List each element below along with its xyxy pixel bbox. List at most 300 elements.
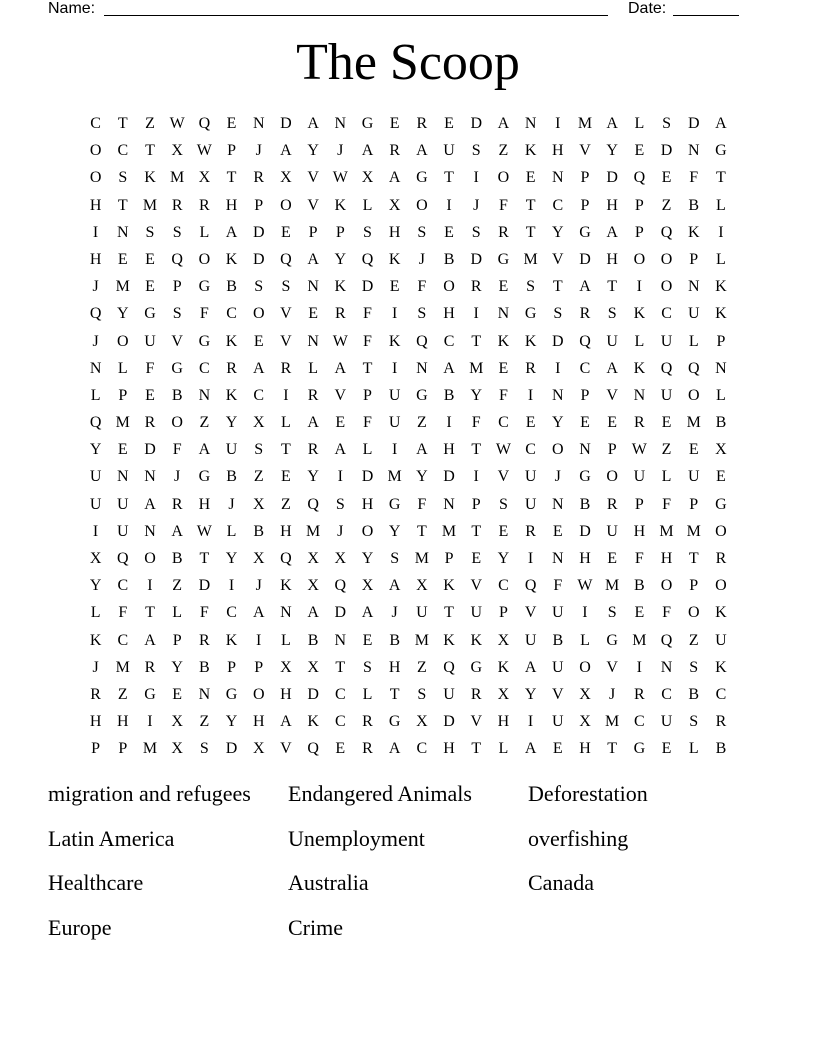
- grid-letter: K: [388, 332, 401, 350]
- grid-letter: R: [253, 169, 265, 187]
- grid-letter: A: [388, 740, 401, 758]
- grid-letter: O: [443, 278, 455, 296]
- grid-letter: H: [660, 550, 673, 567]
- grid-letter: P: [634, 196, 644, 214]
- grid-row: [82, 409, 732, 436]
- grid-letter: T: [226, 169, 237, 187]
- word-bank-item: Endangered Animals: [288, 781, 472, 806]
- grid-letter: U: [117, 522, 129, 540]
- grid-letter: N: [633, 386, 646, 404]
- grid-letter: G: [171, 359, 183, 377]
- grid-letter: I: [527, 550, 534, 567]
- grid-letter: A: [715, 115, 727, 132]
- grid-letter: N: [443, 495, 455, 513]
- grid-letter: E: [716, 468, 726, 486]
- grid-letter: A: [606, 359, 618, 377]
- grid-letter: V: [280, 740, 292, 758]
- grid-letter: E: [498, 359, 509, 377]
- grid-letter: X: [579, 713, 591, 731]
- grid-letter: C: [443, 332, 455, 350]
- grid-letter: G: [388, 713, 401, 731]
- grid-letter: G: [198, 332, 211, 350]
- grid-letter: N: [198, 685, 211, 703]
- grid-letter: H: [198, 495, 211, 513]
- grid-letter: P: [363, 386, 372, 404]
- grid-letter: L: [362, 441, 373, 459]
- grid-letter: N: [117, 468, 129, 486]
- grid-letter: O: [198, 250, 211, 268]
- grid-letter: F: [662, 604, 671, 622]
- grid-letter: P: [118, 386, 128, 404]
- grid-letter: J: [174, 468, 181, 486]
- grid-letter: H: [280, 685, 292, 703]
- grid-letter: R: [226, 359, 237, 377]
- grid-letter: T: [389, 685, 400, 703]
- grid-letter: E: [389, 278, 400, 296]
- grid-letter: I: [256, 631, 262, 649]
- grid-letter: Q: [307, 740, 319, 758]
- grid-letter: I: [228, 577, 235, 595]
- grid-letter: U: [524, 495, 537, 513]
- grid-letter: S: [281, 278, 291, 296]
- grid-letter: L: [281, 631, 291, 649]
- grid-letter: U: [687, 468, 700, 486]
- grid-letter: N: [198, 386, 211, 404]
- grid-letter: B: [443, 250, 455, 268]
- grid-letter: I: [337, 468, 343, 486]
- grid-letter: J: [554, 468, 561, 486]
- grid-letter: T: [688, 550, 699, 567]
- grid-letter: V: [470, 713, 482, 731]
- grid-letter: L: [281, 414, 291, 432]
- grid-letter: L: [117, 359, 128, 377]
- grid-letter: X: [307, 550, 319, 567]
- grid-letter: O: [144, 550, 156, 567]
- grid-letter: V: [497, 468, 510, 486]
- word-search-grid: [82, 110, 732, 763]
- grid-letter: U: [388, 414, 401, 432]
- grid-letter: G: [388, 495, 401, 513]
- grid-letter: J: [337, 142, 344, 160]
- grid-letter: E: [498, 278, 509, 296]
- grid-letter: R: [171, 196, 183, 214]
- grid-letter: Z: [416, 658, 427, 676]
- name-label: Name:: [48, 0, 96, 17]
- grid-letter: Y: [307, 468, 319, 486]
- grid-letter: A: [524, 740, 537, 758]
- grid-letter: D: [198, 577, 211, 595]
- grid-letter: M: [414, 550, 429, 567]
- grid-letter: R: [579, 305, 591, 323]
- grid-letter: X: [416, 713, 428, 731]
- grid-letter: O: [660, 577, 673, 595]
- grid-letter: A: [416, 441, 428, 459]
- grid-letter: S: [363, 658, 372, 676]
- grid-row: [82, 681, 732, 708]
- word-bank-row: [48, 778, 768, 823]
- grid-letter: H: [89, 250, 102, 268]
- grid-row: [82, 382, 732, 409]
- grid-letter: S: [254, 278, 264, 296]
- grid-letter: A: [198, 441, 211, 459]
- grid-letter: F: [471, 414, 481, 432]
- grid-letter: R: [90, 685, 101, 703]
- grid-letter: Y: [552, 223, 564, 241]
- grid-letter: H: [606, 250, 618, 268]
- grid-letter: H: [579, 740, 591, 758]
- grid-letter: G: [361, 115, 374, 132]
- grid-letter: J: [609, 685, 616, 703]
- grid-letter: L: [172, 604, 183, 622]
- grid-letter: L: [716, 250, 726, 268]
- grid-letter: A: [388, 169, 401, 187]
- word-bank-row: [48, 912, 768, 957]
- grid-letter: F: [199, 604, 209, 622]
- grid-letter: X: [280, 658, 292, 676]
- grid-letter: F: [199, 305, 209, 323]
- grid-letter: Q: [524, 577, 537, 595]
- grid-letter: A: [307, 250, 319, 268]
- grid-letter: E: [362, 631, 373, 649]
- grid-letter: X: [334, 550, 347, 567]
- grid-letter: S: [390, 550, 400, 567]
- grid-letter: V: [307, 169, 319, 187]
- grid-row: [82, 518, 732, 545]
- grid-letter: A: [361, 142, 374, 160]
- grid-letter: V: [524, 604, 537, 622]
- grid-letter: Z: [199, 713, 210, 731]
- grid-letter: P: [172, 278, 182, 296]
- grid-letter: R: [470, 685, 482, 703]
- grid-row: [82, 627, 732, 654]
- grid-letter: D: [361, 468, 374, 486]
- grid-letter: P: [254, 658, 264, 676]
- grid-letter: G: [606, 631, 618, 649]
- grid-letter: U: [388, 386, 401, 404]
- grid-letter: C: [334, 713, 346, 731]
- grid-letter: U: [715, 631, 727, 649]
- grid-letter: O: [579, 658, 591, 676]
- grid-letter: T: [607, 740, 618, 758]
- grid-letter: Y: [334, 250, 347, 268]
- grid-row: [82, 219, 732, 246]
- grid-letter: D: [252, 223, 265, 241]
- grid-letter: A: [606, 223, 618, 241]
- grid-letter: S: [145, 223, 155, 241]
- grid-letter: D: [470, 115, 482, 132]
- grid-letter: J: [337, 522, 344, 540]
- grid-letter: U: [89, 468, 102, 486]
- grid-letter: O: [633, 250, 646, 268]
- grid-letter: Q: [89, 414, 102, 432]
- grid-letter: Z: [117, 685, 128, 703]
- grid-letter: A: [497, 115, 510, 132]
- grid-letter: D: [443, 713, 455, 731]
- grid-letter: X: [361, 577, 374, 595]
- grid-letter: E: [117, 441, 128, 459]
- grid-letter: N: [552, 169, 564, 187]
- grid-letter: D: [443, 468, 455, 486]
- grid-letter: F: [363, 414, 372, 432]
- grid-letter: K: [225, 332, 238, 350]
- grid-letter: C: [498, 414, 509, 432]
- grid-letter: L: [634, 332, 645, 350]
- grid-letter: I: [555, 359, 561, 377]
- grid-letter: Y: [171, 658, 183, 676]
- grid-letter: F: [553, 577, 563, 595]
- grid-letter: V: [171, 332, 183, 350]
- grid-letter: M: [523, 250, 538, 268]
- grid-letter: Q: [171, 250, 183, 268]
- grid-letter: F: [634, 550, 644, 567]
- grid-letter: R: [525, 359, 536, 377]
- grid-letter: F: [417, 495, 427, 513]
- grid-letter: J: [228, 495, 235, 513]
- grid-letter: H: [633, 522, 646, 540]
- grid-letter: T: [525, 223, 536, 241]
- grid-letter: E: [661, 414, 672, 432]
- grid-letter: H: [225, 196, 238, 214]
- grid-letter: V: [280, 305, 292, 323]
- grid-letter: E: [661, 740, 672, 758]
- grid-letter: K: [225, 631, 238, 649]
- grid-letter: H: [443, 740, 455, 758]
- grid-letter: C: [334, 685, 346, 703]
- grid-letter: D: [361, 278, 374, 296]
- grid-letter: G: [198, 278, 211, 296]
- grid-letter: M: [142, 740, 158, 758]
- grid-letter: Y: [307, 142, 319, 160]
- grid-letter: A: [280, 713, 292, 731]
- grid-letter: R: [280, 359, 292, 377]
- grid-letter: U: [606, 522, 618, 540]
- grid-letter: U: [89, 495, 102, 513]
- grid-letter: O: [715, 577, 727, 595]
- word-bank-item: Unemployment: [288, 825, 425, 851]
- grid-letter: H: [497, 713, 510, 731]
- grid-letter: E: [525, 414, 536, 432]
- grid-letter: T: [281, 441, 291, 459]
- grid-row: [82, 599, 732, 626]
- grid-letter: S: [689, 658, 699, 676]
- grid-letter: T: [525, 196, 536, 214]
- grid-letter: E: [117, 250, 128, 268]
- grid-letter: W: [169, 115, 185, 132]
- word-bank-item: Crime: [288, 914, 343, 940]
- grid-letter: C: [117, 577, 129, 595]
- grid-letter: X: [361, 169, 374, 187]
- grid-letter: O: [606, 468, 618, 486]
- grid-letter: Y: [361, 550, 374, 567]
- grid-letter: O: [361, 522, 374, 540]
- word-bank-item: Latin America: [48, 825, 175, 851]
- grid-letter: O: [280, 196, 292, 214]
- grid-letter: I: [527, 386, 534, 404]
- grid-letter: X: [307, 577, 319, 595]
- grid-letter: K: [633, 359, 646, 377]
- grid-letter: Z: [253, 468, 264, 486]
- grid-letter: F: [363, 332, 372, 350]
- grid-letter: A: [579, 278, 591, 296]
- grid-letter: B: [389, 631, 400, 649]
- grid-letter: E: [552, 740, 563, 758]
- word-bank-item: Europe: [48, 914, 112, 940]
- grid-letter: L: [688, 740, 699, 758]
- grid-letter: Q: [443, 658, 455, 676]
- grid-letter: J: [473, 196, 480, 214]
- grid-letter: E: [145, 386, 155, 404]
- grid-letter: H: [388, 658, 401, 676]
- grid-row: [82, 708, 732, 735]
- grid-letter: A: [388, 577, 401, 595]
- grid-letter: D: [660, 142, 673, 160]
- grid-letter: O: [252, 685, 265, 703]
- grid-letter: P: [580, 169, 590, 187]
- grid-letter: T: [145, 142, 155, 160]
- date-blank-line: [673, 15, 739, 16]
- grid-letter: R: [334, 305, 346, 323]
- word-bank-item: Canada: [528, 870, 594, 895]
- grid-letter: P: [118, 740, 128, 758]
- grid-letter: H: [579, 550, 591, 567]
- grid-letter: W: [495, 441, 511, 459]
- grid-letter: N: [144, 522, 156, 540]
- grid-letter: Y: [89, 441, 102, 459]
- grid-letter: X: [579, 685, 591, 703]
- grid-letter: E: [634, 142, 645, 160]
- grid-letter: X: [252, 495, 265, 513]
- grid-letter: B: [688, 685, 700, 703]
- grid-row: [82, 355, 732, 382]
- grid-letter: Y: [225, 550, 238, 567]
- grid-letter: N: [334, 115, 347, 132]
- grid-letter: B: [171, 550, 183, 567]
- grid-letter: U: [687, 305, 700, 323]
- grid-letter: Z: [498, 142, 509, 160]
- grid-letter: G: [144, 685, 156, 703]
- grid-letter: H: [89, 196, 102, 214]
- grid-letter: G: [633, 740, 646, 758]
- grid-letter: R: [199, 196, 210, 214]
- grid-letter: D: [144, 441, 156, 459]
- grid-letter: N: [252, 115, 265, 132]
- grid-letter: S: [662, 115, 671, 132]
- grid-letter: P: [689, 577, 699, 595]
- grid-letter: I: [446, 196, 452, 214]
- grid-letter: K: [715, 658, 727, 676]
- grid-letter: G: [225, 685, 238, 703]
- grid-letter: Y: [89, 577, 102, 595]
- grid-letter: Q: [334, 577, 347, 595]
- grid-letter: I: [391, 359, 398, 377]
- grid-letter: Q: [280, 550, 292, 567]
- grid-letter: K: [334, 278, 347, 296]
- grid-letter: R: [144, 414, 156, 432]
- grid-letter: W: [332, 332, 348, 350]
- grid-letter: S: [363, 223, 372, 241]
- grid-letter: T: [607, 278, 618, 296]
- grid-letter: O: [117, 332, 129, 350]
- grid-letter: P: [227, 142, 236, 160]
- grid-letter: S: [417, 223, 427, 241]
- grid-letter: K: [715, 604, 727, 622]
- grid-letter: L: [362, 685, 373, 703]
- grid-letter: X: [715, 441, 727, 459]
- grid-letter: A: [524, 658, 537, 676]
- grid-letter: I: [555, 115, 561, 132]
- grid-letter: J: [92, 658, 99, 676]
- grid-letter: P: [634, 495, 644, 513]
- grid-letter: C: [90, 115, 101, 132]
- grid-letter: F: [145, 359, 155, 377]
- grid-letter: M: [686, 522, 701, 540]
- grid-letter: T: [199, 550, 210, 567]
- grid-letter: B: [634, 577, 645, 595]
- grid-letter: R: [634, 414, 645, 432]
- grid-letter: B: [253, 522, 265, 540]
- grid-letter: A: [280, 142, 292, 160]
- grid-letter: M: [469, 359, 484, 377]
- grid-letter: G: [579, 468, 591, 486]
- grid-letter: S: [607, 604, 617, 622]
- grid-letter: H: [606, 196, 618, 214]
- grid-letter: C: [634, 713, 645, 731]
- word-bank-item: Australia: [288, 870, 369, 895]
- grid-letter: K: [443, 577, 455, 595]
- grid-letter: M: [605, 577, 620, 595]
- grid-letter: C: [226, 305, 237, 323]
- grid-letter: N: [524, 115, 537, 132]
- grid-letter: O: [660, 278, 673, 296]
- grid-letter: V: [606, 386, 618, 404]
- word-bank-item: Deforestation: [528, 781, 648, 806]
- grid-letter: R: [606, 495, 618, 513]
- grid-letter: R: [634, 685, 645, 703]
- grid-letter: Y: [225, 713, 238, 731]
- grid-letter: Z: [199, 414, 210, 432]
- grid-letter: T: [335, 658, 346, 676]
- grid-letter: G: [416, 169, 428, 187]
- grid-letter: V: [334, 386, 347, 404]
- grid-letter: X: [252, 414, 265, 432]
- grid-letter: R: [362, 713, 373, 731]
- grid-letter: N: [687, 142, 700, 160]
- grid-letter: B: [552, 631, 564, 649]
- grid-letter: K: [497, 332, 510, 350]
- grid-letter: Z: [661, 441, 672, 459]
- grid-letter: I: [582, 604, 588, 622]
- grid-row: [82, 545, 732, 572]
- grid-letter: E: [580, 414, 590, 432]
- grid-letter: M: [686, 414, 701, 432]
- grid-letter: S: [553, 305, 563, 323]
- grid-letter: I: [147, 577, 153, 595]
- grid-letter: A: [144, 495, 156, 513]
- grid-letter: R: [199, 631, 210, 649]
- grid-letter: X: [497, 685, 510, 703]
- grid-letter: S: [417, 305, 427, 323]
- grid-letter: N: [687, 278, 700, 296]
- grid-letter: Y: [470, 386, 482, 404]
- grid-letter: V: [579, 142, 591, 160]
- grid-letter: E: [308, 305, 318, 323]
- grid-letter: I: [718, 223, 724, 241]
- grid-letter: I: [391, 441, 398, 459]
- grid-letter: S: [526, 278, 536, 296]
- grid-letter: I: [473, 468, 479, 486]
- grid-letter: L: [90, 604, 101, 622]
- header: [48, 0, 748, 20]
